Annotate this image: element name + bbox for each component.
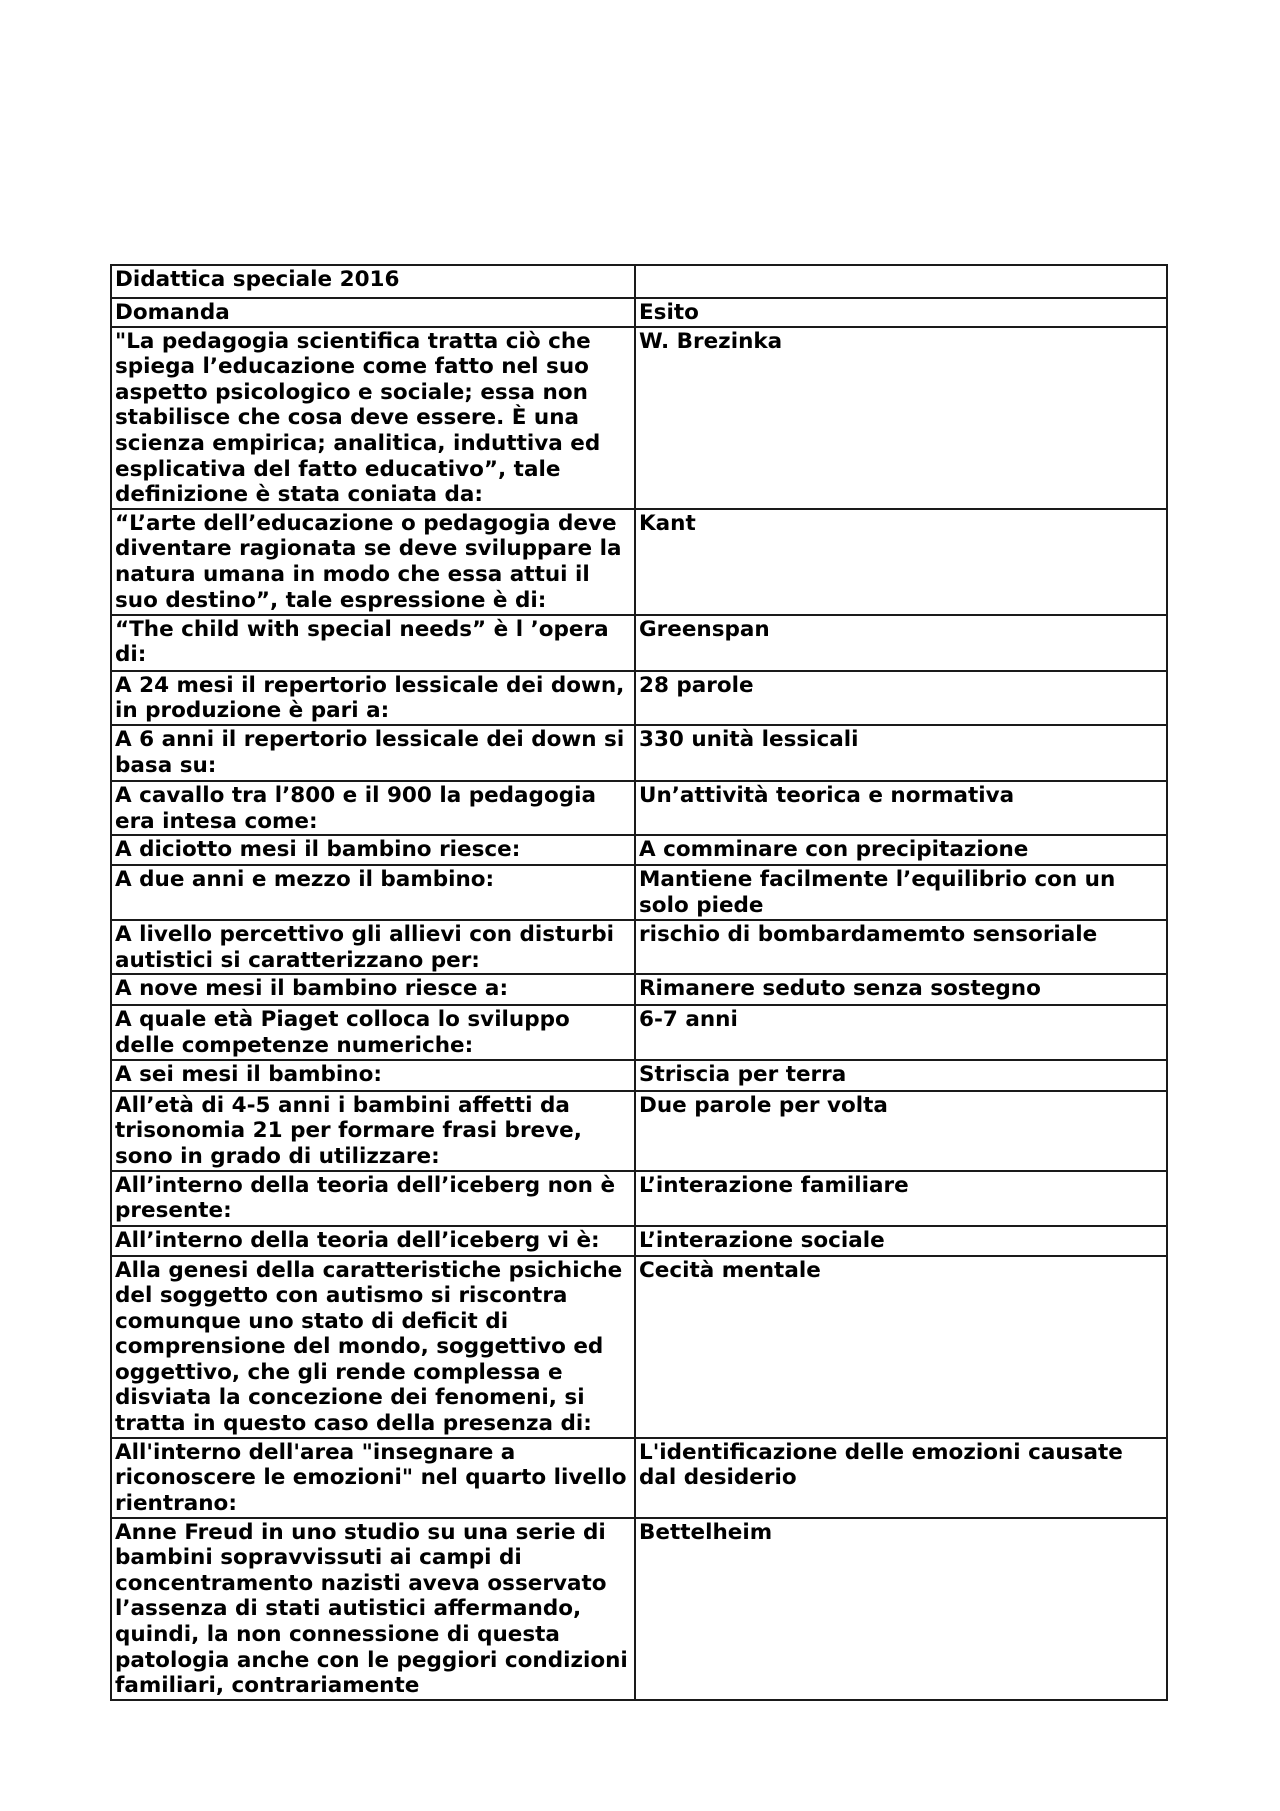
answer-cell: Bettelheim bbox=[635, 1518, 1167, 1700]
question-cell: "La pedagogia scientifica tratta ciò che spiega l’educazione come fatto nel suo aspetto psicologico e sociale; essa non stabilisce che cosa deve essere. È una scienza empirica; analitica, induttiva ed esplicativa del fatto educativo”, tale definizione è stata coniata da: bbox=[111, 327, 635, 509]
title-row-empty-cell bbox=[635, 265, 1167, 298]
answer-cell: Un’attività teorica e normativa bbox=[635, 781, 1167, 835]
answer-cell: L’interazione familiare bbox=[635, 1171, 1167, 1226]
header-row bbox=[111, 298, 1167, 327]
question-cell: All'interno dell'area "insegnare a riconoscere le emozioni" nel quarto livello rientrano: bbox=[111, 1438, 635, 1518]
answer-cell: rischio di bombardamemto sensoriale bbox=[635, 920, 1167, 974]
document-title: Didattica speciale 2016 bbox=[111, 265, 635, 298]
table-row bbox=[111, 1438, 1167, 1518]
question-cell: All’età di 4-5 anni i bambini affetti da trisonomia 21 per formare frasi breve, sono in grado di utilizzare: bbox=[111, 1091, 635, 1171]
column-header-esito: Esito bbox=[635, 298, 1167, 327]
question-cell: A sei mesi il bambino: bbox=[111, 1060, 635, 1091]
table-row bbox=[111, 1091, 1167, 1171]
table-row bbox=[111, 1226, 1167, 1256]
question-cell: All’interno della teoria dell’iceberg non è presente: bbox=[111, 1171, 635, 1226]
question-cell: A 6 anni il repertorio lessicale dei down si basa su: bbox=[111, 725, 635, 781]
table-row bbox=[111, 1005, 1167, 1059]
column-header-domanda: Domanda bbox=[111, 298, 635, 327]
answer-cell: Due parole per volta bbox=[635, 1091, 1167, 1171]
answer-cell: 6-7 anni bbox=[635, 1005, 1167, 1059]
question-cell: All’interno della teoria dell’iceberg vi è: bbox=[111, 1226, 635, 1256]
quiz-table bbox=[110, 264, 1168, 1701]
answer-cell: Striscia per terra bbox=[635, 1060, 1167, 1091]
answer-cell: 330 unità lessicali bbox=[635, 725, 1167, 781]
table-row bbox=[111, 327, 1167, 509]
answer-cell: Kant bbox=[635, 509, 1167, 615]
table-row bbox=[111, 1171, 1167, 1226]
title-row bbox=[111, 265, 1167, 298]
table-row bbox=[111, 781, 1167, 835]
table-row bbox=[111, 974, 1167, 1005]
question-cell: Alla genesi della caratteristiche psichiche del soggetto con autismo si riscontra comunque uno stato di deficit di comprensione del mondo, soggettivo ed oggettivo, che gli rende complessa e disviata la concezione dei fenomeni, si tratta in questo caso della presenza di: bbox=[111, 1256, 635, 1438]
answer-cell: Rimanere seduto senza sostegno bbox=[635, 974, 1167, 1005]
question-cell: A cavallo tra l’800 e il 900 la pedagogia era intesa come: bbox=[111, 781, 635, 835]
answer-cell: L’interazione sociale bbox=[635, 1226, 1167, 1256]
table-row bbox=[111, 865, 1167, 920]
question-cell: “The child with special needs” è l ’opera di: bbox=[111, 615, 635, 671]
question-cell: A livello percettivo gli allievi con disturbi autistici si caratterizzano per: bbox=[111, 920, 635, 974]
question-cell: Anne Freud in uno studio su una serie di bambini sopravvissuti ai campi di concentramento nazisti aveva osservato l’assenza di stati autistici affermando, quindi, la non connessione di questa patologia anche con le peggiori condizioni familiari, contrariamente bbox=[111, 1518, 635, 1700]
answer-cell: Greenspan bbox=[635, 615, 1167, 671]
answer-cell: Cecità mentale bbox=[635, 1256, 1167, 1438]
table-row bbox=[111, 615, 1167, 671]
table-row bbox=[111, 835, 1167, 865]
question-cell: A due anni e mezzo il bambino: bbox=[111, 865, 635, 920]
answer-cell: 28 parole bbox=[635, 671, 1167, 725]
table-row bbox=[111, 1060, 1167, 1091]
answer-cell: L'identificazione delle emozioni causate dal desiderio bbox=[635, 1438, 1167, 1518]
table-row bbox=[111, 509, 1167, 615]
answer-cell: W. Brezinka bbox=[635, 327, 1167, 509]
question-cell: A quale età Piaget colloca lo sviluppo delle competenze numeriche: bbox=[111, 1005, 635, 1059]
table-row bbox=[111, 1518, 1167, 1700]
table-row bbox=[111, 725, 1167, 781]
table-row bbox=[111, 1256, 1167, 1438]
question-cell: A 24 mesi il repertorio lessicale dei down, in produzione è pari a: bbox=[111, 671, 635, 725]
question-cell: A diciotto mesi il bambino riesce: bbox=[111, 835, 635, 865]
table-row bbox=[111, 920, 1167, 974]
answer-cell: A comminare con precipitazione bbox=[635, 835, 1167, 865]
table-row bbox=[111, 671, 1167, 725]
answer-cell: Mantiene facilmente l’equilibrio con un solo piede bbox=[635, 865, 1167, 920]
question-cell: “L’arte dell’educazione o pedagogia deve diventare ragionata se deve sviluppare la natura umana in modo che essa attui il suo destino”, tale espressione è di: bbox=[111, 509, 635, 615]
question-cell: A nove mesi il bambino riesce a: bbox=[111, 974, 635, 1005]
